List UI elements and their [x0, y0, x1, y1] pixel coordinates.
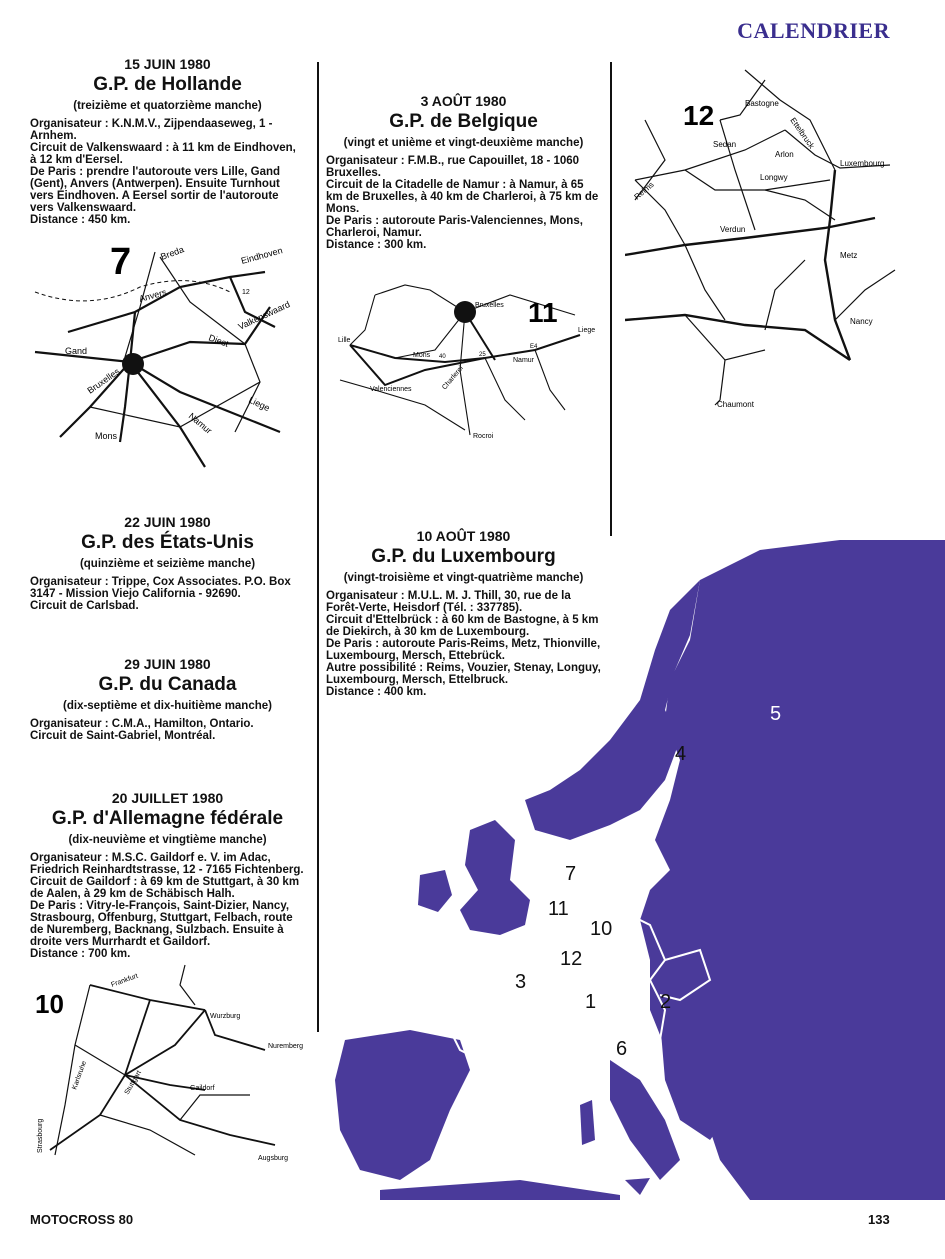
map-label: Augsburg: [258, 1155, 288, 1162]
detail-organizer: Organisateur : M.U.L. M. J. Thill, 30, rue de la Forêt-Verte, Heisdorf (Tél. : 337785).: [326, 590, 571, 614]
event-rounds: (dix-neuvième et vingtième manche): [68, 834, 267, 846]
map-label: Luxembourg: [840, 159, 885, 168]
event-date: 29 JUIN 1980: [124, 656, 211, 672]
detail-circuit: Circuit de Saint-Gabriel, Montréal.: [30, 730, 216, 742]
region-number: 6: [616, 1038, 628, 1060]
europe-landmass: [335, 540, 945, 1200]
detail-directions: De Paris : autoroute Paris-Reims, Metz, Thionville, Luxembourg, Mersch, Ettebrück.: [326, 638, 601, 662]
event-allemagne: [30, 790, 305, 960]
map-label: Liege: [247, 394, 272, 414]
map-label: Longwy: [760, 173, 788, 182]
event-date: 3 AOÛT 1980: [420, 93, 507, 109]
map-label: E4: [530, 344, 538, 350]
event-etats-unis: [30, 514, 305, 612]
event-rounds: (vingt et unième et vingt-deuxième manche): [343, 137, 584, 149]
event-rounds: (treizième et quatorzième manche): [73, 100, 262, 112]
detail-circuit: Circuit de la Citadelle de Namur : à Namur, à 65 km de Bruxelles, à 40 km de Charleroi, à 75 km de Mons.: [326, 179, 599, 215]
map-number: 12: [683, 100, 715, 131]
map-label: Liege: [578, 327, 596, 334]
detail-organizer: Organisateur : Trippe, Cox Associates. P.O. Box 3147 - Mission Viejo California - 92690.: [30, 576, 291, 600]
detail-organizer: Organisateur : C.M.A., Hamilton, Ontario.: [30, 718, 254, 730]
map-label: 25: [479, 352, 486, 358]
region-number: 10: [590, 918, 613, 940]
detail-distance: Distance : 450 km.: [30, 214, 131, 226]
region-number: 11: [548, 898, 569, 920]
detail-directions: De Paris : Vitry-le-François, Saint-Dizier, Nancy, Strasbourg, Offenburg, Stuttgart, Felbach, route de Nuremberg, Backnang, Sulzbach. Ensuite à droite vers Murrhardt et Gaildorf.: [30, 900, 293, 948]
column-divider-right: [610, 62, 612, 536]
column-divider-left: [317, 62, 319, 1032]
event-rounds: (quinzième et seizième manche): [79, 558, 256, 570]
map-label: Rocroi: [473, 433, 494, 440]
map-luxembourg: [625, 60, 915, 415]
map-label: Stuttgart: [123, 1069, 143, 1096]
event-date: 15 JUIN 1980: [124, 56, 211, 72]
event-canada: [30, 656, 305, 742]
map-label: Metz: [840, 251, 858, 260]
map-label: Diest: [207, 332, 231, 349]
event-name: G.P. des États-Unis: [81, 532, 254, 553]
event-hollande: [30, 56, 305, 226]
event-name: G.P. de Hollande: [93, 74, 242, 95]
event-rounds: (dix-septième et dix-huitième manche): [63, 700, 272, 712]
event-details: [30, 852, 305, 960]
map-label: Bastogne: [745, 99, 779, 108]
map-label: 12: [242, 289, 250, 296]
map-label: 40: [439, 354, 446, 360]
detail-directions: De Paris : autoroute Paris-Valenciennes, Mons, Charleroi, Namur.: [326, 215, 583, 239]
map-label: Breda: [159, 244, 186, 262]
magazine-name: MOTOCROSS 80: [30, 1212, 134, 1227]
map-label: Nancy: [850, 317, 873, 326]
map-label: Mons: [413, 352, 431, 359]
map-label: Bruxelles: [85, 366, 122, 396]
event-details: [30, 718, 305, 742]
map-number: 10: [35, 989, 64, 1019]
detail-alternative: Autre possibilité : Reims, Vouzier, Stenay, Longuy, Luxembourg, Mersch, Ettelbruck.: [326, 662, 601, 686]
map-label: Namur: [186, 410, 214, 436]
map-label: Charleroi: [441, 365, 465, 392]
map-label: Wurzburg: [210, 1013, 241, 1020]
region-number: 5: [770, 703, 782, 725]
section-title: CALENDRIER: [737, 18, 890, 43]
detail-circuit: Circuit de Gaildorf : à 69 km de Stuttgart, à 30 km de Aalen, à 29 km de Schäbisch Halh.: [30, 876, 300, 900]
region-number: 3: [515, 971, 527, 993]
event-name: G.P. de Belgique: [389, 111, 538, 132]
event-belgique: [326, 93, 601, 251]
map-label: Eindhoven: [239, 245, 284, 266]
map-hollande: [30, 232, 310, 472]
map-label: Namur: [513, 357, 535, 364]
event-date: 10 AOÛT 1980: [416, 528, 511, 544]
map-label: Verdun: [720, 225, 746, 234]
map-number: 11: [528, 297, 558, 328]
map-label: Ettelbruck: [788, 115, 817, 151]
map-label: Bruxelles: [475, 302, 504, 309]
map-label: Gand: [65, 346, 88, 356]
detail-circuit: Circuit de Valkenswaard : à 11 km de Eindhoven, à 12 km d'Eersel.: [30, 142, 296, 166]
map-label: Arlon: [775, 150, 794, 159]
detail-circuit: Circuit de Carlsbad.: [30, 600, 139, 612]
event-details: [30, 576, 305, 612]
map-label: Valenciennes: [370, 386, 412, 393]
detail-organizer: Organisateur : F.M.B., rue Capouillet, 18 - 1060 Bruxelles.: [326, 155, 580, 179]
map-belgique: [335, 270, 605, 445]
region-number: 1: [585, 991, 597, 1013]
event-details: [326, 155, 601, 251]
map-label: Reims: [632, 180, 656, 202]
detail-distance: Distance : 700 km.: [30, 948, 131, 960]
region-number: 4: [675, 743, 687, 765]
detail-organizer: Organisateur : K.N.M.V., Zijpendaaseweg, 1 - Arnhem.: [30, 118, 273, 142]
region-number: 7: [565, 863, 577, 885]
event-name: G.P. d'Allemagne fédérale: [51, 808, 284, 829]
event-date: 20 JUILLET 1980: [111, 790, 224, 806]
map-label: Anvers: [137, 287, 168, 304]
map-label: Mons: [95, 431, 118, 441]
map-label: Karlsruhe: [71, 1060, 89, 1091]
page-number: 133: [868, 1212, 890, 1227]
detail-organizer: Organisateur : M.S.C. Gaildorf e. V. im Adac, Friedrich Reinhardtstrasse, 12 - 7165 Fichtenberg.: [30, 852, 304, 876]
map-allemagne: [30, 955, 310, 1165]
map-label: Nuremberg: [268, 1043, 304, 1050]
detail-directions: De Paris : prendre l'autoroute vers Lille, Gand (Gent), Anvers (Antwerpen). Ensuite Turnhout vers Eindhoven. A Eersel sortir de l'autoroute vers Valkenswaard.: [30, 166, 281, 214]
region-number: 2: [660, 991, 672, 1013]
map-number: 7: [110, 241, 132, 283]
map-label: Lille: [338, 337, 351, 344]
detail-circuit: Circuit d'Ettelbrück : à 60 km de Bastogne, à 5 km de Diekirch, à 30 km de Luxembourg.: [326, 614, 599, 638]
map-label: Strasbourg: [37, 1118, 44, 1153]
map-label: Frankfurt: [110, 972, 140, 989]
map-label: Chaumont: [717, 400, 754, 409]
map-label: Sedan: [713, 140, 737, 149]
detail-distance: Distance : 300 km.: [326, 239, 427, 251]
map-label: Valkenswaard: [236, 299, 292, 332]
detail-distance: Distance : 400 km.: [326, 686, 427, 698]
region-number: 12: [560, 948, 583, 970]
map-label: Gaildorf: [190, 1085, 215, 1092]
event-name: G.P. du Luxembourg: [371, 546, 556, 567]
map-europe: [320, 540, 945, 1200]
event-details: [30, 118, 305, 226]
event-date: 22 JUIN 1980: [124, 514, 211, 530]
event-rounds: (vingt-troisième et vingt-quatrième manche): [343, 572, 584, 584]
event-name: G.P. du Canada: [98, 674, 237, 695]
